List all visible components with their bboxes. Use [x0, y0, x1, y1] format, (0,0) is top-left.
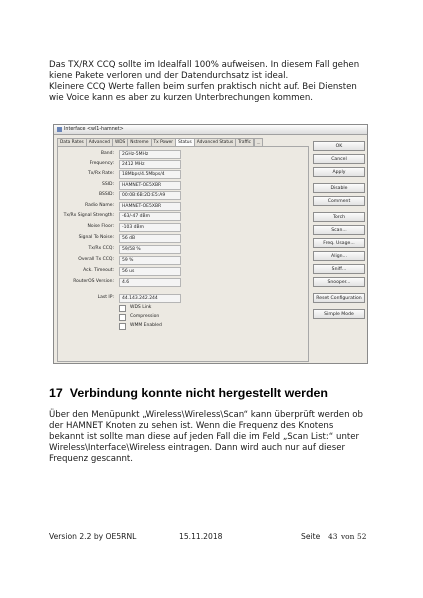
field-value: 2412 MHz [119, 160, 181, 169]
align-button[interactable]: Align... [313, 251, 365, 261]
field-value: 59/58 % [119, 245, 181, 254]
tab-status[interactable]: Status [175, 138, 195, 147]
tab-traffic[interactable]: Traffic [235, 138, 254, 147]
field-value: 4.6 [119, 278, 181, 287]
tab-bar [57, 138, 263, 146]
body-line: bekannt ist sollte man diese auf jeden Fall die im Feld „Scan List:“ unter [49, 432, 360, 442]
reset-configuration-button[interactable]: Reset Configuration [313, 293, 365, 303]
tab-advanced-status[interactable]: Advanced Status [194, 138, 236, 147]
snooper-button[interactable]: Snooper... [313, 277, 365, 287]
torch-button[interactable]: Torch [313, 212, 365, 222]
simple-mode-button[interactable]: Simple Mode [313, 309, 365, 319]
checkbox-label: WDS Link [130, 305, 152, 310]
field-label: Tx/Rx Rate: [88, 171, 114, 176]
disable-button[interactable]: Disable [313, 183, 365, 193]
field-value: 18Mbps/4.5Mbps/4 [119, 170, 181, 179]
field-value: -63/-47 dBm [119, 212, 181, 221]
window-icon [57, 127, 62, 132]
field-label: Signal To Noise: [78, 235, 114, 240]
compression-checkbox[interactable] [119, 313, 159, 321]
window-titlebar [54, 125, 367, 135]
field-label: BSSID: [98, 192, 114, 197]
field-label: Ack. Timeout: [83, 268, 114, 273]
field-label: Tx/Rx CCQ: [88, 246, 114, 251]
tab-scroll-button[interactable]: … [254, 138, 263, 147]
page-footer [49, 532, 369, 544]
body-line: Frequenz gescannt. [49, 454, 134, 464]
checkbox-box[interactable] [119, 323, 126, 330]
field-value: HAMNET-OE5XBR [119, 181, 181, 190]
field-value: -103 dBm [119, 223, 181, 232]
footer-page-label: Seite [301, 532, 321, 541]
footer-page-number: 43 [328, 532, 338, 541]
intro-line: wie Voice kann es aber zu kurzen Unterbrechungen kommen. [49, 93, 314, 103]
checkbox-label: WMM Enabled [130, 323, 162, 328]
field-label: Radio Name: [85, 203, 114, 208]
tab-tx-power[interactable]: Tx Power [151, 138, 177, 147]
footer-of-label: von [341, 532, 355, 541]
body-line: Wireless\Interface\Wireless eintragen. Dann wird auch nur auf dieser [49, 443, 346, 453]
field-label: SSID: [101, 182, 114, 187]
footer-page-total: 52 [357, 532, 367, 541]
ok-button[interactable]: OK [313, 141, 365, 151]
last-ip-value: 44.143.242.244 [119, 294, 181, 303]
tab-advanced[interactable]: Advanced [86, 138, 113, 147]
comment-button[interactable]: Comment [313, 196, 365, 206]
field-value: 00:0B:6B:2D:E5:A9 [119, 191, 181, 200]
field-value: 56 dB [119, 234, 181, 243]
body-line: der HAMNET Knoten zu sehen ist. Wenn die Frequenz des Knotens [49, 421, 334, 431]
tab-nstreme[interactable]: Nstreme [127, 138, 151, 147]
sniff-button[interactable]: Sniff... [313, 264, 365, 274]
intro-line: Das TX/RX CCQ sollte im Idealfall 100% aufweisen. In diesem Fall gehen [49, 60, 360, 70]
window-title: Interface <wl1-hamnet> [64, 126, 124, 132]
intro-line: Kleinere CCQ Werte fallen beim surfen praktisch nicht auf. Bei Diensten [49, 82, 357, 92]
field-label: Tx/Rx Signal Strength: [63, 213, 114, 218]
checkbox-box[interactable] [119, 305, 126, 312]
field-label: RouterOS Version: [73, 279, 114, 284]
footer-date: 15.11.2018 [179, 532, 223, 541]
field-label: Frequency: [89, 161, 114, 166]
section-title: Verbindung konnte nicht hergestellt werden [69, 386, 328, 400]
status-panel [57, 146, 309, 362]
cancel-button[interactable]: Cancel [313, 154, 365, 164]
section-number: 17 [49, 386, 63, 400]
interface-window-screenshot [53, 124, 368, 364]
body-line: Über den Menüpunkt „Wireless\Wireless\Scan“ kann überprüft werden ob [49, 410, 363, 420]
field-value: 2GHz-5MHz [119, 150, 181, 159]
tab-data-rates[interactable]: Data Rates [57, 138, 87, 147]
apply-button[interactable]: Apply [313, 167, 365, 177]
field-label: Overall Tx CCQ: [78, 257, 114, 262]
scan-button[interactable]: Scan... [313, 225, 365, 235]
body-paragraph [49, 410, 379, 465]
checkbox-label: Compression [130, 314, 160, 319]
field-label: Band: [100, 151, 114, 156]
wds-link-checkbox[interactable] [119, 304, 151, 312]
field-value: 56 us [119, 267, 181, 276]
freq-usage-button[interactable]: Freq. Usage... [313, 238, 365, 248]
checkbox-box[interactable] [119, 314, 126, 321]
wmm-enabled-checkbox[interactable] [119, 322, 162, 330]
field-value: 59 % [119, 256, 181, 265]
intro-line: kiene Pakete verloren und der Datendurchsatz ist ideal. [49, 71, 289, 81]
last-ip-label: Last IP: [97, 295, 114, 300]
field-value: HAMNET-OE5XBR [119, 202, 181, 211]
field-label: Noise Floor: [87, 224, 114, 229]
footer-version: Version 2.2 by OE5RNL [49, 532, 137, 541]
intro-paragraph [49, 60, 379, 104]
section-heading [49, 386, 328, 400]
tab-wds[interactable]: WDS [112, 138, 128, 147]
